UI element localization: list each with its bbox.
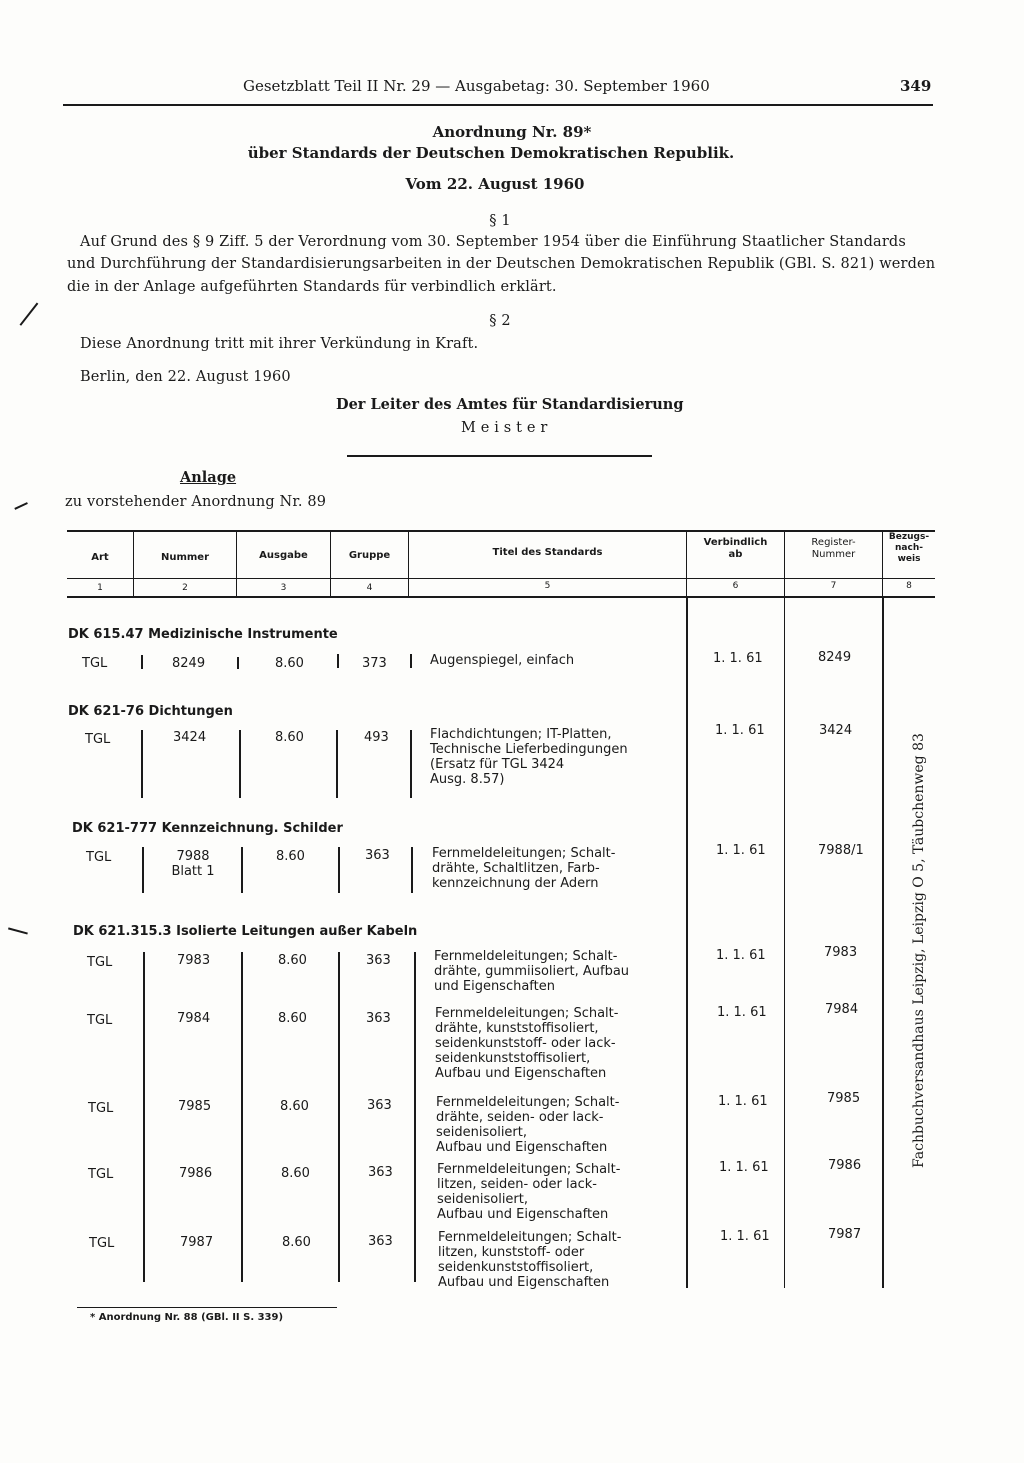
margin-mark bbox=[14, 502, 27, 509]
cell-nummer: 3424 bbox=[173, 730, 207, 745]
header-nummer: Nummer bbox=[160, 552, 210, 563]
annex-subtitle: zu vorstehender Anordnung Nr. 89 bbox=[65, 494, 327, 510]
row-divider bbox=[141, 655, 143, 669]
cell-art: TGL bbox=[88, 1167, 114, 1182]
cell-gruppe: 373 bbox=[362, 656, 387, 671]
cell-titel: Fernmeldeleitungen; Schalt- drähte, seiden- oder lack- seidenisoliert, Aufbau und Eigenschaften bbox=[436, 1095, 620, 1155]
row-divider bbox=[338, 952, 340, 1282]
col-number: 6 bbox=[732, 581, 739, 591]
row-divider bbox=[338, 847, 340, 893]
cell-gruppe: 363 bbox=[366, 1011, 391, 1026]
section-1-line-2: und Durchführung der Standardisierungsarbeiten in der Deutschen Demokratischen Republik (GBl. S. 821) werden bbox=[67, 256, 936, 272]
signatory-name: M e i s t e r bbox=[461, 420, 548, 436]
cell-nummer: 7986 bbox=[179, 1166, 213, 1181]
cell-nummer: 7988 Blatt 1 bbox=[171, 849, 215, 879]
cell-ausgabe: 8.60 bbox=[278, 1011, 307, 1026]
cell-titel: Fernmeldeleitungen; Schalt- litzen, seiden- oder lack- seidenisoliert, Aufbau und Eigenschaften bbox=[437, 1162, 621, 1222]
signatory-title: Der Leiter des Amtes für Standardisierung bbox=[336, 396, 684, 413]
row-divider bbox=[411, 847, 413, 893]
col-number: 3 bbox=[280, 583, 287, 593]
row-divider bbox=[142, 847, 144, 893]
col-number: 5 bbox=[544, 581, 551, 591]
cell-nummer: 7985 bbox=[178, 1099, 212, 1114]
cell-ab: 1. 1. 61 bbox=[719, 1160, 769, 1175]
header-titel: Titel des Standards bbox=[492, 547, 603, 558]
row-divider bbox=[241, 847, 243, 893]
header-rule bbox=[63, 104, 933, 106]
cell-art: TGL bbox=[89, 1236, 115, 1251]
header-register: Register- Nummer bbox=[811, 537, 856, 560]
cell-gruppe: 363 bbox=[365, 848, 390, 863]
cell-gruppe: 363 bbox=[368, 1234, 393, 1249]
row-divider bbox=[414, 952, 416, 1282]
cell-titel: Flachdichtungen; IT-Platten, Technische Lieferbedingungen (Ersatz für TGL 3424 Ausg. 8.57) bbox=[430, 727, 628, 787]
cell-ausgabe: 8.60 bbox=[280, 1099, 309, 1114]
row-divider bbox=[336, 730, 338, 798]
cell-ab: 1. 1. 61 bbox=[713, 651, 763, 666]
section-1-label: § 1 bbox=[489, 213, 511, 229]
cell-register: 7988/1 bbox=[818, 843, 864, 858]
cell-nummer: 7983 bbox=[177, 953, 211, 968]
section-2-text: Diese Anordnung tritt mit ihrer Verkündung in Kraft. bbox=[80, 336, 479, 352]
page-number: 349 bbox=[900, 77, 932, 95]
dk-group-heading: DK 615.47 Medizinische Instrumente bbox=[68, 627, 338, 642]
row-divider bbox=[410, 654, 412, 668]
body-divider-register bbox=[784, 598, 785, 1288]
cell-ab: 1. 1. 61 bbox=[717, 1005, 767, 1020]
cell-register: 7986 bbox=[828, 1158, 862, 1173]
section-2-label: § 2 bbox=[489, 313, 511, 329]
cell-titel: Fernmeldeleitungen; Schalt- drähte, gummiisoliert, Aufbau und Eigenschaften bbox=[434, 949, 630, 994]
table-top-rule bbox=[67, 530, 935, 532]
header-ausgabe: Ausgabe bbox=[259, 550, 308, 561]
cell-ausgabe: 8.60 bbox=[282, 1235, 311, 1250]
body-divider-bezug bbox=[882, 598, 884, 1288]
margin-mark bbox=[8, 927, 28, 934]
col-number: 1 bbox=[97, 583, 103, 593]
cell-art: TGL bbox=[88, 1101, 114, 1116]
cell-nummer: 7984 bbox=[177, 1011, 211, 1026]
cell-ab: 1. 1. 61 bbox=[715, 723, 765, 738]
cell-art: TGL bbox=[87, 1013, 113, 1028]
cell-gruppe: 363 bbox=[367, 1098, 392, 1113]
cell-gruppe: 363 bbox=[366, 953, 391, 968]
cell-ab: 1. 1. 61 bbox=[718, 1094, 768, 1109]
cell-register: 7984 bbox=[825, 1002, 859, 1017]
row-divider bbox=[239, 730, 241, 798]
cell-ausgabe: 8.60 bbox=[276, 849, 305, 864]
cell-register: 8249 bbox=[818, 650, 852, 665]
order-date: Vom 22. August 1960 bbox=[405, 175, 585, 193]
cell-ausgabe: 8.60 bbox=[275, 730, 304, 745]
footnote: * Anordnung Nr. 88 (GBl. II S. 339) bbox=[90, 1312, 284, 1323]
cell-gruppe: 363 bbox=[368, 1165, 393, 1180]
table-header-rule bbox=[67, 578, 935, 579]
dk-group-heading: DK 621-777 Kennzeichnung. Schilder bbox=[72, 821, 343, 836]
cell-titel: Fernmeldeleitungen; Schalt- drähte, Schaltlitzen, Farb- kennzeichnung der Adern bbox=[432, 846, 616, 891]
cell-nummer: 7987 bbox=[180, 1235, 214, 1250]
row-divider bbox=[337, 654, 339, 668]
place-date: Berlin, den 22. August 1960 bbox=[80, 369, 291, 385]
row-divider bbox=[237, 657, 239, 669]
cell-ab: 1. 1. 61 bbox=[716, 843, 766, 858]
cell-art: TGL bbox=[87, 955, 113, 970]
col-number: 7 bbox=[830, 581, 837, 591]
row-divider bbox=[143, 952, 145, 1282]
cell-gruppe: 493 bbox=[364, 730, 389, 745]
cell-art: TGL bbox=[82, 656, 108, 671]
cell-ab: 1. 1. 61 bbox=[720, 1229, 770, 1244]
header-gruppe: Gruppe bbox=[348, 550, 391, 561]
cell-ausgabe: 8.60 bbox=[275, 656, 304, 671]
dk-group-heading: DK 621-76 Dichtungen bbox=[68, 704, 233, 719]
dk-group-heading: DK 621.315.3 Isolierte Leitungen außer Kabeln bbox=[73, 924, 418, 939]
cell-register: 7985 bbox=[827, 1091, 861, 1106]
cell-titel: Fernmeldeleitungen; Schalt- drähte, kunststoffisoliert, seidenkunststoff- oder lack- seidenkunststoffisoliert, Aufbau und Eigenschaften bbox=[435, 1006, 619, 1081]
cell-nummer: 8249 bbox=[172, 656, 206, 671]
body-divider-ab bbox=[686, 598, 688, 1288]
running-title: Gesetzblatt Teil II Nr. 29 — Ausgabetag: 30. September 1960 bbox=[243, 77, 710, 95]
cell-ab: 1. 1. 61 bbox=[716, 948, 766, 963]
col-number: 2 bbox=[182, 583, 188, 593]
footnote-rule bbox=[77, 1307, 337, 1308]
cell-ausgabe: 8.60 bbox=[278, 953, 307, 968]
signature-rule bbox=[347, 455, 652, 457]
order-subtitle: über Standards der Deutschen Demokratischen Republik. bbox=[247, 144, 735, 162]
section-1-line-1: Auf Grund des § 9 Ziff. 5 der Verordnung vom 30. September 1954 über die Einführung Staatlicher Standards bbox=[80, 234, 906, 250]
row-divider bbox=[241, 952, 243, 1282]
row-divider bbox=[141, 730, 143, 798]
table-numbers-rule bbox=[67, 596, 935, 598]
col-number: 4 bbox=[366, 583, 373, 593]
bezugsnachweis-text: Fachbuchversandhaus Leipzig, Leipzig O 5, Täubchenweg 83 bbox=[911, 733, 927, 1168]
row-divider bbox=[410, 730, 412, 798]
col-number: 8 bbox=[906, 581, 912, 591]
cell-titel: Augenspiegel, einfach bbox=[430, 653, 575, 668]
cell-register: 7983 bbox=[824, 945, 858, 960]
cell-art: TGL bbox=[86, 850, 112, 865]
cell-ausgabe: 8.60 bbox=[281, 1166, 310, 1181]
cell-art: TGL bbox=[85, 732, 111, 747]
header-bezug: Bezugs- nach- weis bbox=[888, 532, 930, 564]
cell-register: 7987 bbox=[828, 1227, 862, 1242]
header-verbindlich: Verbindlich ab bbox=[703, 537, 768, 560]
cell-titel: Fernmeldeleitungen; Schalt- litzen, kunststoff- oder seidenkunststoffisoliert, Aufbau und Eigenschaften bbox=[438, 1230, 622, 1290]
section-1-line-3: die in der Anlage aufgeführten Standards für verbindlich erklärt. bbox=[67, 279, 557, 295]
annex-title: Anlage bbox=[180, 469, 237, 486]
cell-register: 3424 bbox=[819, 723, 853, 738]
order-title: Anordnung Nr. 89* bbox=[432, 123, 592, 141]
header-art: Art bbox=[91, 552, 109, 563]
